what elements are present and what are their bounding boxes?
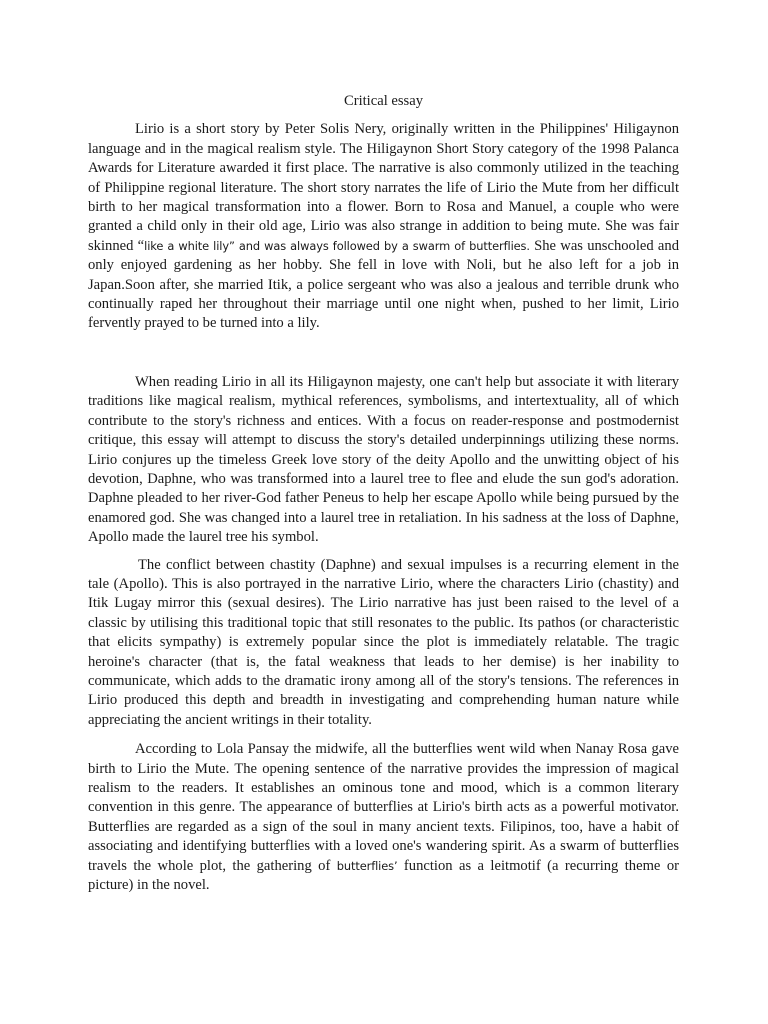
document-page [88, 92, 679, 895]
paragraph-3: The conflict between chastity (Daphne) and sexual impulses is a recurring element in the tale (Apollo). This is also portrayed in the narrative Lirio, where the characters Lirio (chastity) and Itik Lugay mirror this (sexual desires). The Lirio narrative has just been raised to the level of a classic by utilising this traditional topic that still resonates to the public. Its pathos (or characteristic that elicits sympathy) is extremely popular since the plot is immediately relatable. The tragic heroine's character (that is, the fatal weakness that leads to her demise) is her inability to communicate, which adds to the dramatic irony among all of the story's tensions. The references in Lirio produced this depth and breadth in investigating and comprehending human nature while appreciating the ancient writings in their totality. [88, 556, 679, 728]
paragraph-1-text: Lirio is a short story by Peter Solis Nery, originally written in the Philippines' Hiligaynon language and in the magical realism style. The Hiligaynon Short Story category of the 1998 Palanca Awards for Literature awarded it first place. The narrative is also commonly utilized in the teaching of Philippine regional literature. The short story narrates the life of Lirio the Mute from her difficult birth to her magical transformation into a flower. Born to Rosa and Manuel, a couple who were granted a child only in their old age, Lirio was also strange in addition to being mute. She was fair skinned “ [88, 121, 679, 254]
document-title: Critical essay [343, 93, 424, 109]
paragraph-4-text-end: function as a leitmotif (a recurring theme or picture) in the novel. [88, 857, 679, 894]
paragraph-1 [88, 120, 679, 333]
paragraph-1-quote: like a white lily” and was always followed by a swarm of butterflies. [144, 238, 530, 253]
paragraph-4-butterflies: butterflies’ [336, 858, 398, 873]
paragraph-4 [88, 740, 679, 895]
paragraph-4-text: According to Lola Pansay the midwife, all the butterflies went wild when Nanay Rosa gave birth to Lirio the Mute. The opening sentence of the narrative provides the impression of magical realism to the readers. It establishes an ominous tone and mood, which is a common literary convention in this genre. The appearance of butterflies at Lirio's birth acts as a powerful motivator. Butterflies are regarded as a sign of the soul in many ancient texts. Filipinos, too, have a habit of associating and identifying butterflies with a loved one's wandering spirit. As a swarm of butterflies travels the whole plot, the gathering of [88, 741, 679, 874]
paragraph-2: When reading Lirio in all its Hiligaynon majesty, one can't help but associate it with literary traditions like magical realism, mythical references, symbolisms, and intertextuality, all of which contribute to the story's richness and entices. With a focus on reader-response and postmodernist critique, this essay will attempt to discuss the story's detailed underpinnings utilizing these norms. Lirio conjures up the timeless Greek love story of the deity Apollo and the unwitting object of his devotion, Daphne, who was transformed into a laurel tree to flee and elude the sun god's adoration. Daphne pleaded to her river-God father Peneus to help her escape Apollo while being pursued by the enamored god. She was changed into a laurel tree in retaliation. In his sadness at the loss of Daphne, Apollo made the laurel tree his symbol. [88, 373, 679, 546]
paragraph-1-text-end: She was unschooled and only enjoyed gardening as her hobby. She fell in love with Noli, but he also left for a job in Japan.Soon after, she married Itik, a police sergeant who was also a jealous and terrible drunk who continually raped her throughout their marriage until one night when, pushed to her limit, Lirio fervently prayed to be turned into a lily. [88, 237, 679, 332]
